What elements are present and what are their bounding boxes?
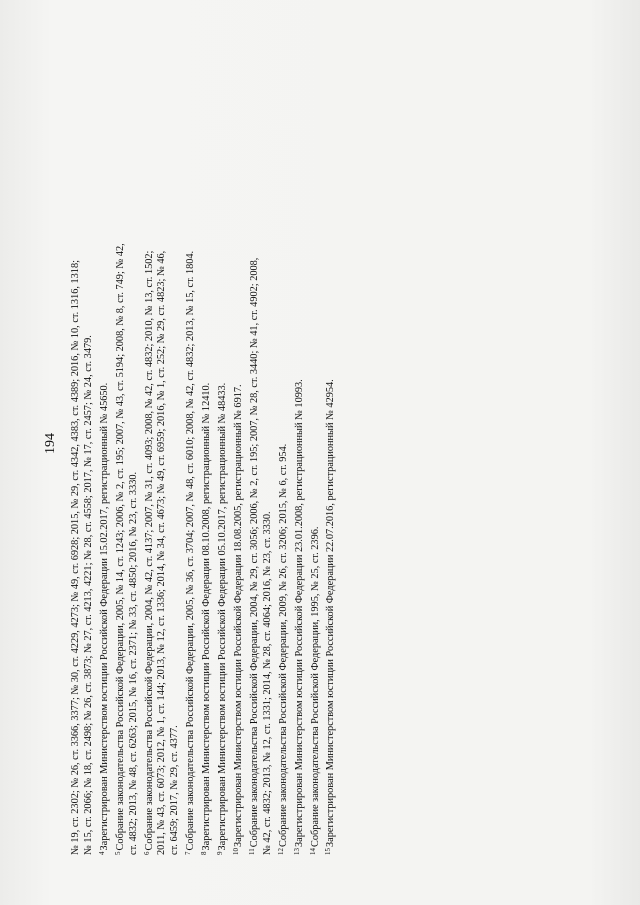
footnote-number: 10 <box>231 848 240 855</box>
footnote-number: 7 <box>184 851 193 855</box>
footnote-line <box>83 65 96 855</box>
footnote-text: Зарегистрирован Министерством юстиции Российской Федерации 05.10.2017, регистрационный № 48433. <box>217 382 229 851</box>
footnote-text: Собрание законодательства Российской Федерации, 2004, № 42, ст. 4137; 2007, № 31, ст. 4093; 2008, № 42, ст. 4832; 2010, № 13, ст. 1502; <box>143 250 155 851</box>
footnote-number: 6 <box>142 851 151 855</box>
footnote-text: Собрание законодательства Российской Федерации, 2005, № 36, ст. 3704; 2007, № 48, ст. 6010; 2008, № 42, ст. 4832; 2013, № 15, ст. 1804. <box>185 250 197 851</box>
footnote-line <box>70 65 83 855</box>
footnote-text: № 42, ст. 4832; 2013, № 12, ст. 1331; 2014, № 28, ст. 4064; 2016, № 23, ст. 3330. <box>261 511 273 855</box>
footnote-line <box>214 65 230 855</box>
footnote-line <box>112 65 128 855</box>
footnote-line <box>275 65 291 855</box>
footnote-number: 15 <box>324 848 333 855</box>
footnote-number: 8 <box>200 851 209 855</box>
footnotes-list <box>70 65 338 855</box>
footnotes-block <box>70 65 350 855</box>
footnote-text: ст. 4832; 2013, № 48, ст. 6263; 2015, № 16, ст. 2371; № 33, ст. 4850; 2016, № 23, ст. 3330. <box>127 471 139 855</box>
footnote-line <box>198 65 214 855</box>
footnote-text: Собрание законодательства Российской Федерации, 2009, № 26, ст. 3206; 2015, № 6, ст. 954. <box>277 443 289 847</box>
footnote-text: Зарегистрирован Министерством юстиции Российской Федерации 22.07.2016, регистрационный № 42954. <box>325 379 337 847</box>
footnote-text: Зарегистрирован Министерством юстиции Российской Федерации 08.10.2008, регистрационный № 12410. <box>201 382 213 851</box>
footnote-number: 11 <box>247 848 256 855</box>
footnote-number: 5 <box>113 851 122 855</box>
footnote-line <box>156 65 169 855</box>
footnote-text: ст. 6459; 2017, № 29, ст. 4377. <box>169 725 181 855</box>
footnote-line <box>141 65 157 855</box>
footnote-text: Зарегистрирован Министерством юстиции Российской Федерации 18.08.2005, регистрационный № 6917. <box>232 384 244 847</box>
footnote-line <box>291 65 307 855</box>
footnote-number: 9 <box>216 851 225 855</box>
footnote-line <box>128 65 141 855</box>
footnote-line <box>230 65 246 855</box>
footnote-line <box>96 65 112 855</box>
footnote-number: 12 <box>276 848 285 855</box>
footnote-text: Собрание законодательства Российской Федерации, 2005, № 14, ст. 1243; 2006, № 2, ст. 195; 2007, № 43, ст. 5194; 2008, № 8, ст. 749; № 42, <box>114 243 126 851</box>
footnote-line <box>246 65 262 855</box>
footnote-text: Зарегистрирован Министерством юстиции Российской Федерации 23.01.2008, регистрационный № 10993. <box>293 379 305 847</box>
footnote-text: № 15, ст. 2066; № 18, ст. 2498; № 26, ст. 3873; № 27, ст. 4213, 4221; № 28, ст. 4558; 2017, № 17, ст. 2457; № 24, ст. 3479. <box>82 335 94 855</box>
footnote-line <box>262 65 275 855</box>
footnote-line <box>169 65 182 855</box>
footnote-line <box>307 65 323 855</box>
footnote-number: 13 <box>292 848 301 855</box>
footnote-line <box>182 65 198 855</box>
footnote-text: Зарегистрирован Министерством юстиции Российской Федерации 15.02.2017, регистрационный № 45650. <box>98 382 110 851</box>
footnote-text: 2011, № 43, ст. 6073; 2012, № 1, ст. 144; 2013, № 12, ст. 1336; 2014, № 34, ст. 4673; № 49, ст. 6959; 2016, № 1, ст. 252; № 29, ст. 4823; № 46, <box>156 250 168 855</box>
footnote-text: № 19, ст. 2302; № 26, ст. 3366, 3377; № 30, ст. 4229, 4273; № 49, ст. 6928; 2015, № 29, ст. 4342, 4383, ст. 4389; 2016, № 10, ст. 1316, 1318; <box>70 260 81 855</box>
page-number: 194 <box>43 433 58 454</box>
footnote-text: Собрание законодательства Российской Федерации, 2004, № 29, ст. 3056; 2006, № 2, ст. 195; 2007, № 28, ст. 3440; № 41, ст. 4902; 2008, <box>248 257 260 848</box>
footnote-line <box>322 65 338 855</box>
footnote-number: 4 <box>97 851 106 855</box>
footnote-number: 14 <box>308 848 317 855</box>
footnote-text: Собрание законодательства Российской Федерации, 1995, № 25, ст. 2396. <box>309 526 321 847</box>
